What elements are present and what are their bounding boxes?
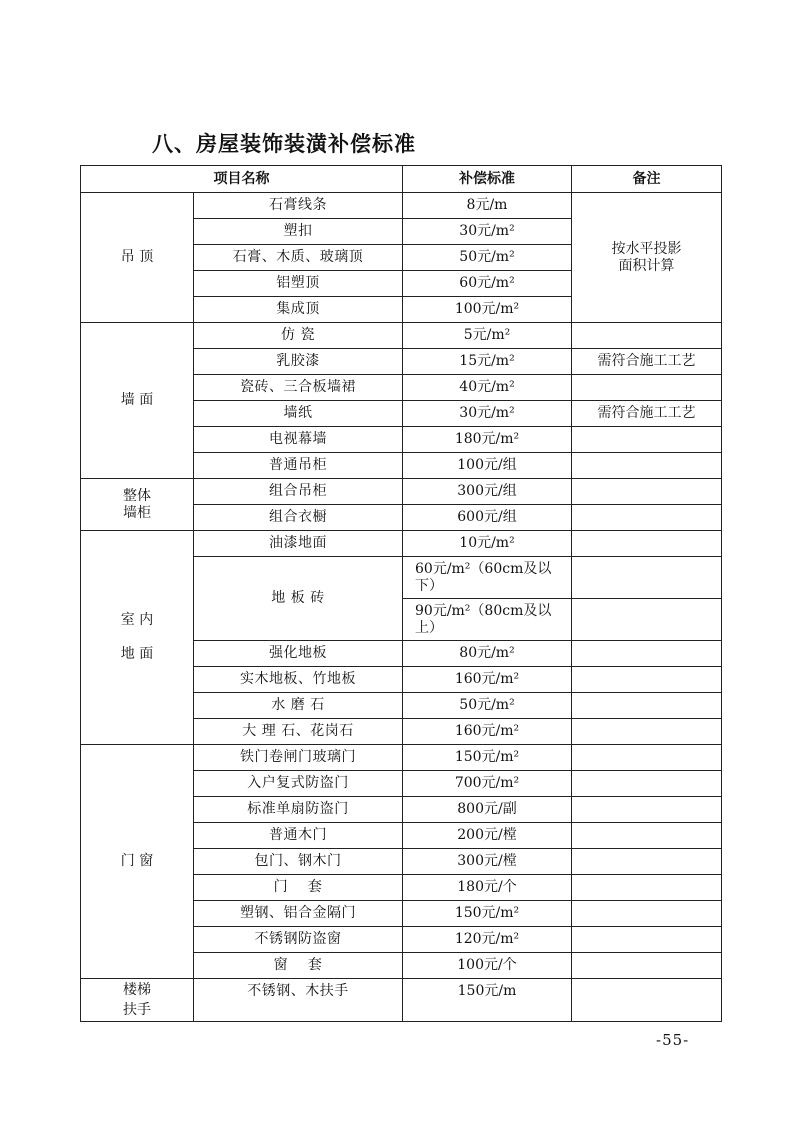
item-cell: 乳胶漆 (194, 349, 403, 375)
price-cell: 300元/樘 (403, 849, 572, 875)
table-row (81, 979, 722, 1022)
price-cell: 200元/樘 (403, 823, 572, 849)
price-cell: 100元/组 (403, 453, 572, 479)
page-title: 八、房屋装饰装潢补偿标准 (152, 132, 416, 156)
price-cell: 160元/m² (403, 719, 572, 745)
table-header-row (81, 166, 722, 193)
note-cell (572, 531, 722, 557)
note-cell (572, 823, 722, 849)
price-cell: 5元/m² (403, 323, 572, 349)
item-cell: 强化地板 (194, 641, 403, 667)
group-doors-windows: 门 窗 (81, 745, 194, 979)
price-cell: 120元/m² (403, 927, 572, 953)
group-stair-handrail: 楼梯 扶手 (81, 979, 194, 1022)
item-cell: 不锈钢、木扶手 (194, 979, 403, 1022)
price-cell: 600元/组 (403, 505, 572, 531)
item-cell: 铝塑顶 (194, 271, 403, 297)
note-cell (572, 953, 722, 979)
item-cell: 瓷砖、三合板墙裙 (194, 375, 403, 401)
note-cell (572, 505, 722, 531)
item-cell: 铁门卷闸门玻璃门 (194, 745, 403, 771)
note-cell: 按水平投影 面积计算 (572, 193, 722, 323)
note-cell (572, 427, 722, 453)
item-cell: 塑钢、铝合金隔门 (194, 901, 403, 927)
note-cell (572, 719, 722, 745)
table-row (81, 531, 722, 557)
price-cell: 100元/个 (403, 953, 572, 979)
note-cell (572, 771, 722, 797)
note-cell (572, 849, 722, 875)
price-cell: 150元/m (403, 979, 572, 1022)
item-cell: 石膏线条 (194, 193, 403, 219)
item-cell: 标准单扇防盗门 (194, 797, 403, 823)
table-row (81, 323, 722, 349)
price-cell: 50元/m² (403, 245, 572, 271)
price-cell: 80元/m² (403, 641, 572, 667)
item-cell: 油漆地面 (194, 531, 403, 557)
note-cell (572, 927, 722, 953)
note-cell (572, 979, 722, 1022)
item-cell: 组合衣橱 (194, 505, 403, 531)
price-cell: 700元/m² (403, 771, 572, 797)
item-cell: 大 理 石、花岗石 (194, 719, 403, 745)
price-cell: 60元/m² (403, 271, 572, 297)
note-cell (572, 693, 722, 719)
price-cell: 100元/m² (403, 297, 572, 323)
price-cell: 300元/组 (403, 479, 572, 505)
price-cell: 150元/m² (403, 745, 572, 771)
note-cell (572, 323, 722, 349)
note-cell (572, 875, 722, 901)
table-row (81, 745, 722, 771)
item-cell: 水 磨 石 (194, 693, 403, 719)
item-cell: 门 套 (194, 875, 403, 901)
price-cell: 160元/m² (403, 667, 572, 693)
page-number: -55- (656, 1031, 690, 1049)
group-indoor-floor: 室 内 地 面 (81, 531, 194, 745)
note-cell: 需符合施工工艺 (572, 349, 722, 375)
note-cell (572, 599, 722, 641)
price-cell: 30元/m² (403, 219, 572, 245)
price-cell: 800元/副 (403, 797, 572, 823)
note-cell (572, 641, 722, 667)
item-cell: 集成顶 (194, 297, 403, 323)
price-cell: 150元/m² (403, 901, 572, 927)
header-standard: 补偿标准 (403, 166, 572, 193)
group-wall-cabinet: 整体 墙柜 (81, 479, 194, 531)
header-name: 项目名称 (81, 166, 403, 193)
item-cell: 仿 瓷 (194, 323, 403, 349)
price-cell: 30元/m² (403, 401, 572, 427)
item-cell: 地 板 砖 (194, 557, 403, 641)
item-cell: 实木地板、竹地板 (194, 667, 403, 693)
table-row (81, 479, 722, 505)
item-cell: 入户复式防盗门 (194, 771, 403, 797)
price-cell: 60元/m²（60cm及以下） (403, 557, 572, 599)
price-cell: 90元/m²（80cm及以上） (403, 599, 572, 641)
group-wall: 墙 面 (81, 323, 194, 479)
item-cell: 普通吊柜 (194, 453, 403, 479)
item-cell: 普通木门 (194, 823, 403, 849)
note-cell (572, 479, 722, 505)
note-cell (572, 453, 722, 479)
price-cell: 15元/m² (403, 349, 572, 375)
item-cell: 不锈钢防盗窗 (194, 927, 403, 953)
note-cell (572, 667, 722, 693)
item-cell: 石膏、木质、玻璃顶 (194, 245, 403, 271)
note-cell (572, 557, 722, 599)
table-row (81, 193, 722, 219)
group-ceiling: 吊 顶 (81, 193, 194, 323)
item-cell: 塑扣 (194, 219, 403, 245)
price-cell: 10元/m² (403, 531, 572, 557)
item-cell: 组合吊柜 (194, 479, 403, 505)
item-cell: 墙纸 (194, 401, 403, 427)
note-cell (572, 797, 722, 823)
note-cell (572, 745, 722, 771)
price-cell: 40元/m² (403, 375, 572, 401)
item-cell: 窗 套 (194, 953, 403, 979)
price-cell: 180元/m² (403, 427, 572, 453)
note-cell: 需符合施工工艺 (572, 401, 722, 427)
price-cell: 8元/m (403, 193, 572, 219)
price-cell: 50元/m² (403, 693, 572, 719)
item-cell: 电视幕墙 (194, 427, 403, 453)
item-cell: 包门、钢木门 (194, 849, 403, 875)
compensation-table (80, 165, 722, 1022)
price-cell: 180元/个 (403, 875, 572, 901)
note-cell (572, 901, 722, 927)
header-note: 备注 (572, 166, 722, 193)
note-cell (572, 375, 722, 401)
